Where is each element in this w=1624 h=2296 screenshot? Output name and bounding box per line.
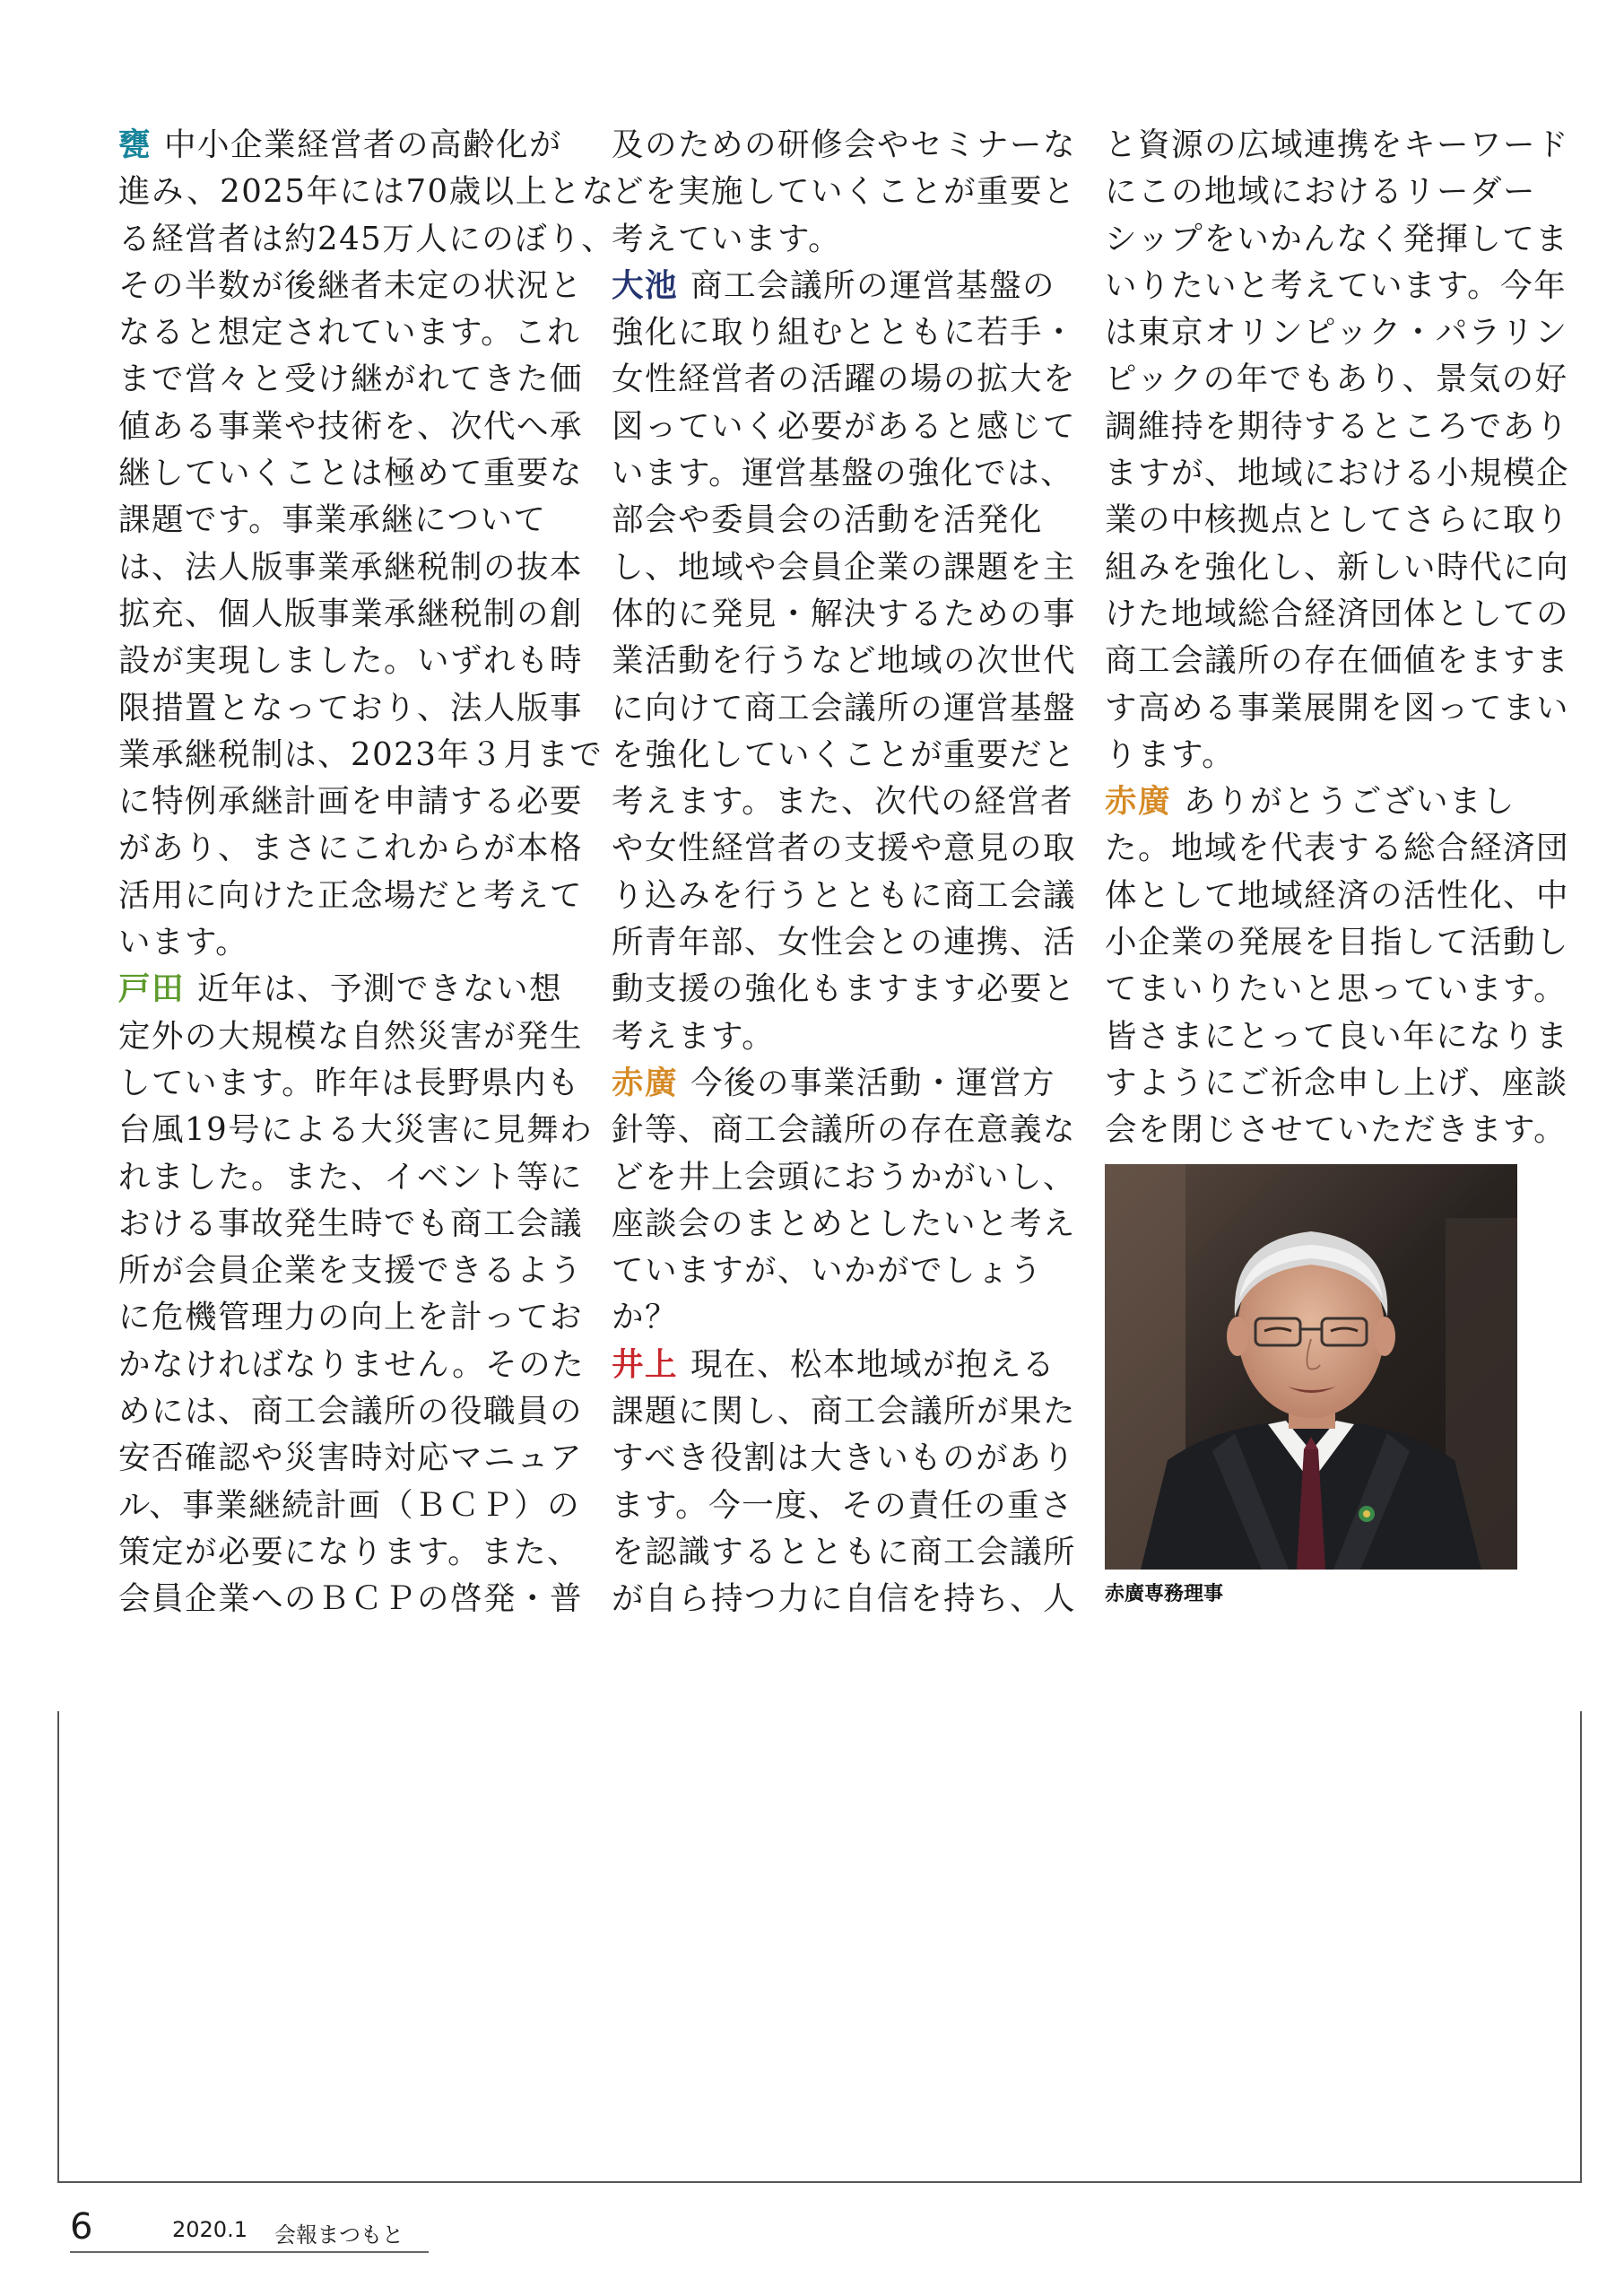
text-line xyxy=(118,404,584,450)
text-line xyxy=(612,919,1077,966)
text-line xyxy=(612,1388,1077,1435)
line-text: 業活動を行うなど地域の次世代 xyxy=(612,642,1077,680)
line-text: しています。昨年は長野県内も xyxy=(118,1064,581,1101)
line-text: なると想定されています。これ xyxy=(118,314,581,352)
text-line xyxy=(1105,638,1570,684)
line-text: 部会や委員会の活動を活発化 xyxy=(612,501,1044,539)
line-text: に危機管理力の向上を計ってお xyxy=(118,1299,584,1336)
speaker-name: 井上 xyxy=(612,1345,679,1383)
line-text: 中小企業経営者の高齢化が xyxy=(164,126,563,163)
text-line xyxy=(612,216,1033,263)
text-line xyxy=(612,778,1074,825)
text-line xyxy=(612,1294,1033,1341)
text-line xyxy=(118,1060,581,1107)
portrait-photo xyxy=(1105,1164,1517,1570)
text-line xyxy=(612,1576,1077,1622)
text-line xyxy=(118,1435,584,1482)
article-column-1 xyxy=(118,122,615,1623)
line-text: おける事故発生時でも商工会議 xyxy=(118,1205,584,1242)
page-number: 6 xyxy=(70,2206,93,2248)
line-text: 活用に向けた正念場だと考えて xyxy=(118,876,584,914)
line-text: その半数が後継者未定の状況と xyxy=(118,266,584,304)
line-text: 動支援の強化もますます必要と xyxy=(612,970,1077,1008)
line-text: す高める事業展開を図ってまい xyxy=(1105,689,1570,726)
line-text: と資源の広域連携をキーワード xyxy=(1105,126,1570,163)
line-text: いりたいと考えています。今年 xyxy=(1105,266,1568,304)
bottom-empty-panel xyxy=(57,1711,1582,2183)
article-column-3 xyxy=(1105,122,1570,1154)
text-line xyxy=(612,685,1077,732)
line-text: 小企業の発展を目指して活動し xyxy=(1105,924,1570,961)
text-line xyxy=(118,1483,581,1529)
line-text: 台風19号による大災害に見舞わ xyxy=(118,1111,594,1149)
text-line xyxy=(1105,732,1526,778)
text-line xyxy=(118,1201,584,1248)
text-line xyxy=(1105,919,1570,966)
text-line xyxy=(612,1435,1076,1482)
text-line xyxy=(1105,122,1570,169)
photo-caption: 赤廣専務理事 xyxy=(1105,1583,1224,1605)
text-line xyxy=(612,309,1077,356)
line-text: し、地域や会員企業の課題を主 xyxy=(612,548,1077,586)
text-line xyxy=(1105,169,1537,215)
line-text: を認識するとともに商工会議所 xyxy=(612,1533,1077,1570)
line-text: ていますが、いかがでしょう xyxy=(612,1252,1044,1290)
text-line xyxy=(1105,309,1568,356)
line-text: います。 xyxy=(118,924,249,961)
text-line xyxy=(118,450,584,497)
text-line xyxy=(612,591,1077,638)
line-text: 図っていく必要があると感じて xyxy=(612,407,1077,445)
text-line xyxy=(118,497,547,544)
line-text: けた地域総合経済団体としての xyxy=(1105,595,1570,632)
line-text: 業承継税制は、2023年３月まで xyxy=(118,735,604,773)
text-line xyxy=(1105,497,1570,544)
text-line xyxy=(118,1154,584,1201)
line-text: 継していくことは極めて重要な xyxy=(118,455,584,492)
text-line xyxy=(612,638,1077,684)
line-text: ピックの年でもあり、景気の好 xyxy=(1105,361,1568,398)
text-line xyxy=(1105,544,1570,591)
text-line xyxy=(118,873,584,919)
text-line xyxy=(612,122,1077,169)
line-text: めには、商工会議所の役職員の xyxy=(118,1393,584,1431)
text-line xyxy=(612,1013,1033,1060)
line-text: は、法人版事業承継税制の抜本 xyxy=(118,548,584,586)
text-line xyxy=(612,1483,1074,1529)
line-text: 課題です。事業承継について xyxy=(118,501,547,539)
text-line xyxy=(612,263,1056,309)
line-text: 組みを強化し、新しい時代に向 xyxy=(1105,548,1570,586)
text-line xyxy=(118,169,615,215)
line-text: 会を閉じさせていただきます。 xyxy=(1105,1111,1568,1149)
text-line xyxy=(612,1248,1044,1294)
text-line xyxy=(118,356,584,403)
text-line xyxy=(118,263,584,309)
line-text: 値ある事業や技術を、次代へ承 xyxy=(118,407,584,445)
line-text: 設が実現しました。いずれも時 xyxy=(118,642,584,680)
line-text: 所青年部、女性会との連携、活 xyxy=(612,924,1077,961)
speaker-name: 赤廣 xyxy=(612,1064,679,1101)
portrait-illustration xyxy=(1105,1164,1517,1570)
line-text: か？ xyxy=(612,1299,679,1336)
text-line xyxy=(118,591,584,638)
text-line xyxy=(612,450,1074,497)
line-text: 調維持を期待するところであり xyxy=(1105,407,1569,445)
line-text: 皆さまにとって良い年になりま xyxy=(1105,1017,1569,1055)
text-line xyxy=(118,732,604,778)
text-line xyxy=(1105,591,1570,638)
line-text: があり、まさにこれからが本格 xyxy=(118,830,584,867)
line-text: 所が会員企業を支援できるよう xyxy=(118,1252,584,1290)
footer-rule xyxy=(70,2251,429,2253)
text-line xyxy=(118,825,584,872)
line-text: 定外の大規模な自然災害が発生 xyxy=(118,1017,584,1055)
line-text: 考えています。 xyxy=(612,220,842,257)
speaker-name: 甕 xyxy=(118,126,152,163)
line-text: ル、事業継続計画（ＢＣＰ）の xyxy=(118,1486,581,1524)
text-line xyxy=(612,1060,1056,1107)
text-line xyxy=(1105,1013,1569,1060)
text-line xyxy=(118,1576,584,1622)
line-text: すべき役割は大きいものがあり xyxy=(612,1439,1076,1477)
text-line xyxy=(118,778,584,825)
text-line xyxy=(612,732,1077,778)
text-line xyxy=(118,1294,584,1341)
line-text: る経営者は約245万人にのぼり、 xyxy=(118,220,615,257)
line-text: 会員企業へのＢＣＰの啓発・普 xyxy=(118,1580,584,1618)
text-line xyxy=(118,122,563,169)
line-text: 商工会議所の運営基盤の xyxy=(690,266,1056,304)
line-text: 限措置となっており、法人版事 xyxy=(118,689,584,726)
text-line xyxy=(118,1388,584,1435)
line-text: 強化に取り組むとともに若手・ xyxy=(612,314,1077,352)
speaker-name: 大池 xyxy=(612,266,679,304)
line-text: た。地域を代表する総合経済団 xyxy=(1105,830,1570,867)
text-line xyxy=(1105,216,1569,263)
line-text: や女性経営者の支援や意見の取 xyxy=(612,830,1077,867)
line-text: り込みを行うとともに商工会議 xyxy=(612,876,1077,914)
line-text: 拡充、個人版事業承継税制の創 xyxy=(118,595,584,632)
speaker-name: 赤廣 xyxy=(1105,783,1172,821)
text-line xyxy=(118,1529,581,1576)
text-line xyxy=(118,216,615,263)
text-line xyxy=(612,825,1077,872)
text-line xyxy=(612,1342,1056,1388)
line-text: 女性経営者の活躍の場の拡大を xyxy=(612,361,1077,398)
text-line xyxy=(118,919,540,966)
text-line xyxy=(612,873,1077,919)
text-line xyxy=(118,1248,584,1294)
text-line xyxy=(612,1529,1077,1576)
text-line xyxy=(612,1201,1077,1248)
line-text: に特例承継計画を申請する必要 xyxy=(118,783,584,821)
line-text: ます。今一度、その責任の重さ xyxy=(612,1486,1074,1524)
text-line xyxy=(612,1107,1077,1153)
text-line xyxy=(1105,966,1568,1013)
text-line xyxy=(1105,825,1570,872)
line-text: どを井上会頭におうかがいし、 xyxy=(612,1158,1077,1196)
text-line xyxy=(118,309,581,356)
text-line xyxy=(1105,1060,1568,1107)
text-line xyxy=(1105,356,1568,403)
text-line xyxy=(118,544,584,591)
text-line xyxy=(612,497,1044,544)
text-line xyxy=(1105,873,1570,919)
line-text: 考えます。 xyxy=(612,1017,776,1055)
line-text: ありがとうございまし xyxy=(1184,783,1516,821)
line-text: まで営々と受け継がれてきた価 xyxy=(118,361,584,398)
line-text: 進み、2025年には70歳以上とな xyxy=(118,173,615,211)
line-text: にこの地域におけるリーダー xyxy=(1105,173,1537,211)
line-text: います。運営基盤の強化では、 xyxy=(612,455,1074,492)
line-text: は東京オリンピック・パラリン xyxy=(1105,314,1568,352)
line-text: れました。また、イベント等に xyxy=(118,1158,584,1196)
text-line xyxy=(1105,1107,1568,1153)
line-text: てまいりたいと思っています。 xyxy=(1105,970,1568,1008)
text-line xyxy=(118,685,584,732)
line-text: を強化していくことが重要だと xyxy=(612,735,1077,773)
speaker-name: 戸田 xyxy=(118,970,186,1008)
text-line xyxy=(1105,404,1569,450)
line-text: 考えます。また、次代の経営者 xyxy=(612,783,1074,821)
line-text: 安否確認や災害時対応マニュア xyxy=(118,1439,584,1477)
line-text: 座談会のまとめとしたいと考え xyxy=(612,1205,1077,1242)
line-text: 針等、商工会議所の存在意義な xyxy=(612,1111,1077,1149)
line-text: かなければなりません。そのた xyxy=(118,1345,586,1383)
line-text: どを実施していくことが重要と xyxy=(612,173,1077,211)
line-text: 及のための研修会やセミナーな xyxy=(612,126,1077,163)
article-column-2 xyxy=(612,122,1077,1623)
line-text: 近年は、予測できない想 xyxy=(197,970,563,1008)
line-text: に向けて商工会議所の運営基盤 xyxy=(612,689,1077,726)
line-text: ますが、地域における小規模企 xyxy=(1105,455,1570,492)
text-line xyxy=(612,544,1077,591)
text-line xyxy=(1105,263,1568,309)
text-line xyxy=(118,966,563,1013)
line-text: 業の中核拠点としてさらに取り xyxy=(1105,501,1570,539)
line-text: 今後の事業活動・運営方 xyxy=(690,1064,1056,1101)
text-line xyxy=(118,1107,594,1153)
line-text: が自ら持つ力に自信を持ち、人 xyxy=(612,1580,1077,1618)
text-line xyxy=(118,1013,584,1060)
line-text: ります。 xyxy=(1105,735,1236,773)
line-text: シップをいかんなく発揮してま xyxy=(1105,220,1569,257)
line-text: すようにご祈念申し上げ、座談 xyxy=(1105,1064,1568,1101)
text-line xyxy=(612,356,1077,403)
line-text: 体的に発見・解決するための事 xyxy=(612,595,1077,632)
line-text: 現在、松本地域が抱える xyxy=(690,1345,1056,1383)
line-text: 策定が必要になります。また、 xyxy=(118,1533,581,1570)
text-line xyxy=(118,638,584,684)
magazine-title: 会報まつもと xyxy=(274,2222,404,2248)
line-text: 体として地域経済の活性化、中 xyxy=(1105,876,1570,914)
line-text: 商工会議所の存在価値をますま xyxy=(1105,642,1570,680)
text-line xyxy=(118,1342,586,1388)
line-text: 課題に関し、商工会議所が果た xyxy=(612,1393,1077,1431)
text-line xyxy=(612,966,1077,1013)
text-line xyxy=(1105,685,1570,732)
text-line xyxy=(612,169,1077,215)
issue-date: 2020.1 xyxy=(172,2217,248,2242)
text-line xyxy=(612,1154,1077,1201)
text-line xyxy=(612,404,1077,450)
text-line xyxy=(1105,450,1570,497)
text-line xyxy=(1105,778,1526,825)
